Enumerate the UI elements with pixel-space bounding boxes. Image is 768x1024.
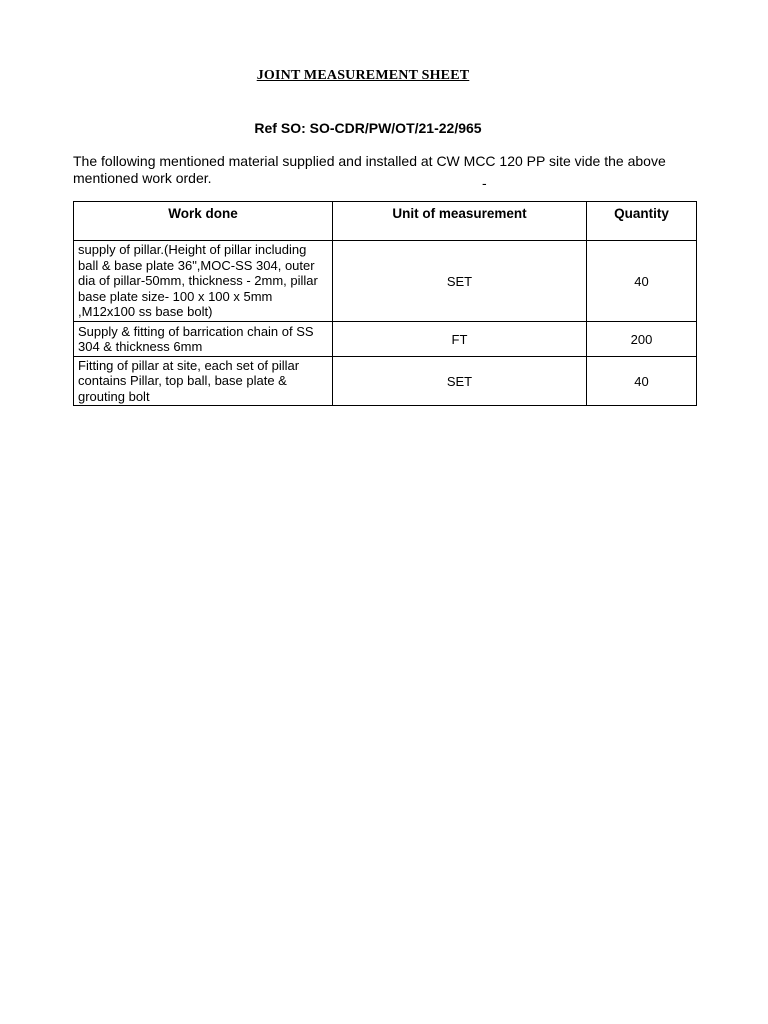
reference-number: Ref SO: SO-CDR/PW/OT/21-22/965 xyxy=(254,120,482,136)
header-unit-of-measurement: Unit of measurement xyxy=(333,202,587,241)
cell-unit: FT xyxy=(333,322,587,357)
cell-quantity: 40 xyxy=(587,357,697,406)
document-title: JOINT MEASUREMENT SHEET xyxy=(256,68,470,83)
measurement-table xyxy=(73,201,697,406)
cell-work-done: Fitting of pillar at site, each set of pillar contains Pillar, top ball, base plate & grouting bolt xyxy=(74,357,333,406)
cell-unit: SET xyxy=(333,241,587,322)
table-row xyxy=(74,322,697,357)
cell-unit: SET xyxy=(333,357,587,406)
cell-quantity: 200 xyxy=(587,322,697,357)
cell-work-done: Supply & fitting of barrication chain of SS 304 & thickness 6mm xyxy=(74,322,333,357)
cell-quantity: 40 xyxy=(587,241,697,322)
header-quantity: Quantity xyxy=(587,202,697,241)
table-row xyxy=(74,357,697,406)
cell-work-done: supply of pillar.(Height of pillar including ball & base plate 36",MOC-SS 304, outer dia of pillar-50mm, thickness - 2mm, pillar base plate size- 100 x 100 x 5mm ,M12x100 ss base bolt) xyxy=(74,241,333,322)
table-row xyxy=(74,241,697,322)
intro-paragraph: The following mentioned material supplied and installed at CW MCC 120 PP site vide the above mentioned work order. xyxy=(73,153,666,186)
header-work-done: Work done xyxy=(74,202,333,241)
stray-dash-mark: - xyxy=(482,175,487,191)
table-header-row xyxy=(74,202,697,241)
